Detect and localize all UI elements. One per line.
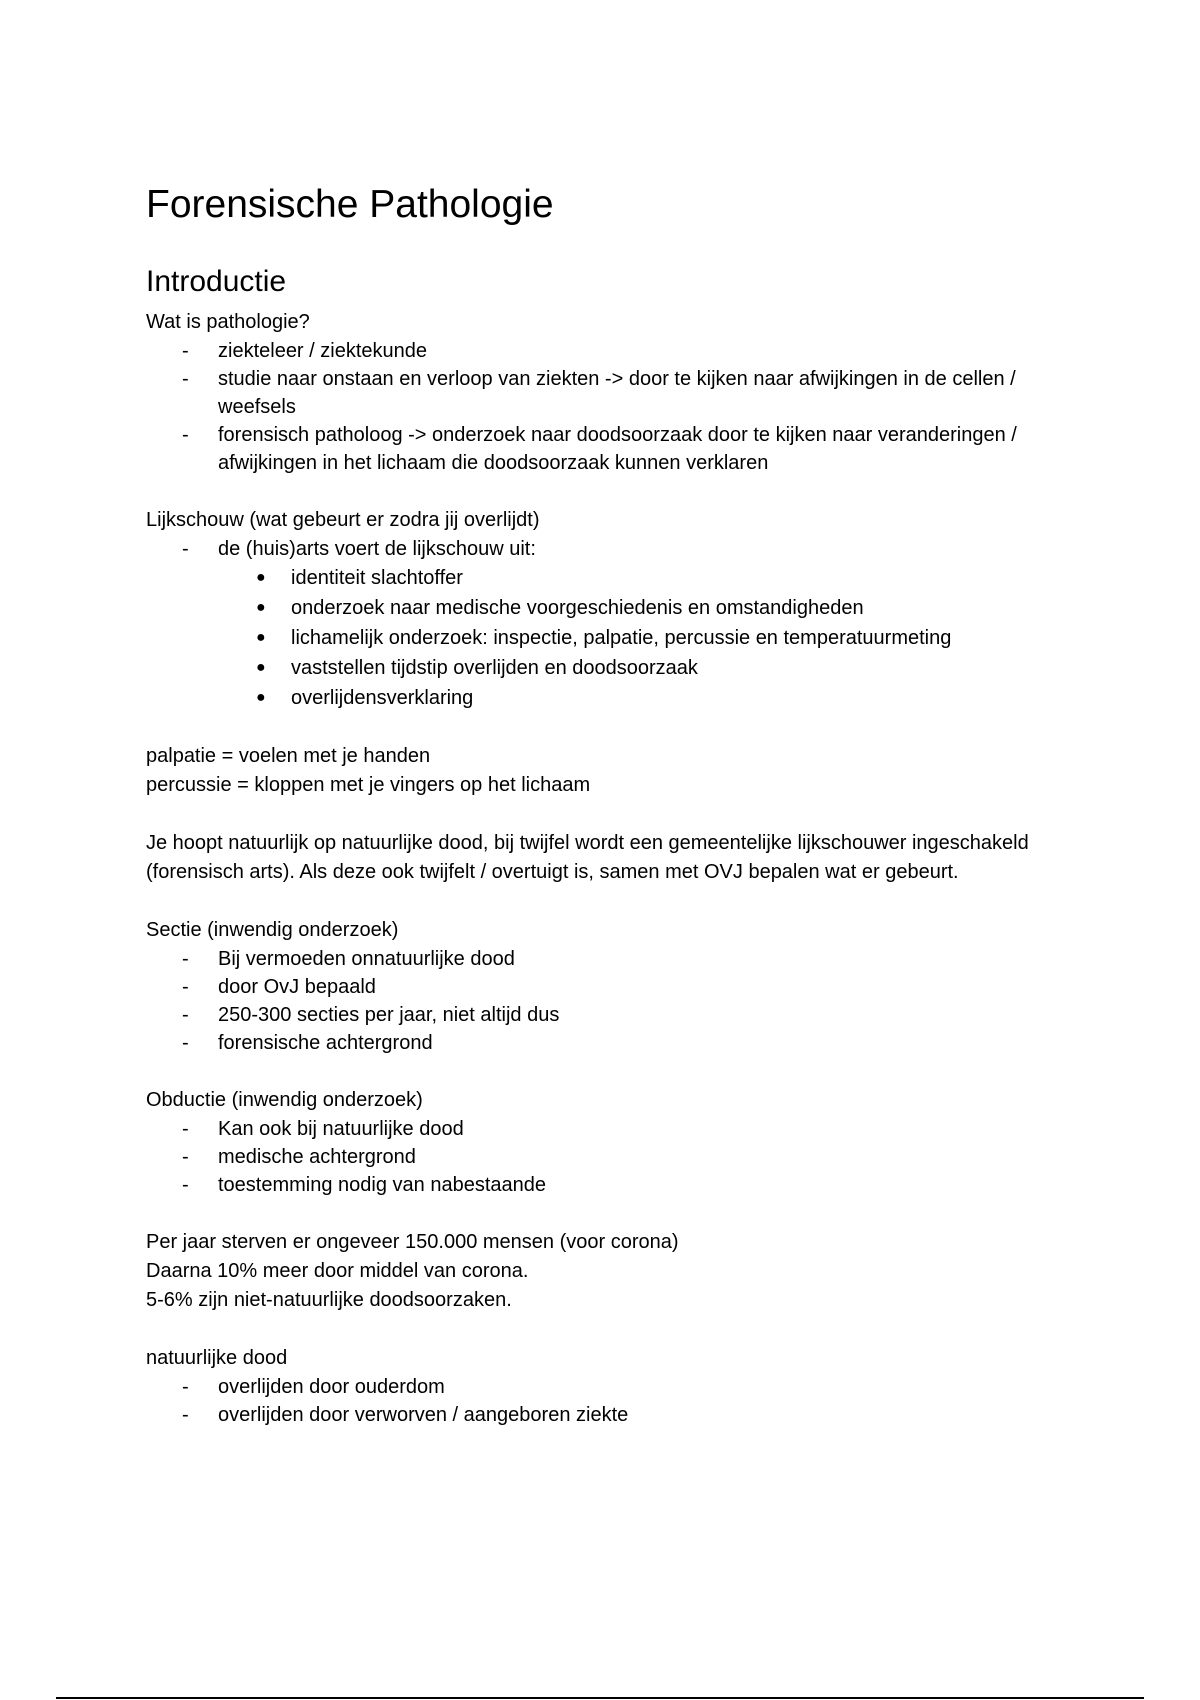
lijkschouw-sublist	[146, 563, 1046, 713]
sectie-list	[146, 945, 1046, 1057]
dash-marker: -	[182, 976, 189, 998]
list-item: - forensisch patholoog -> onderzoek naar doodsoorzaak door te kijken naar veranderingen / afwijkingen in het lichaam die doodsoorzaak kunnen verklaren	[146, 421, 1046, 477]
list-item: - forensische achtergrond	[146, 1029, 1046, 1057]
body-paragraph: Je hoopt natuurlijk op natuurlijke dood, bij twijfel wordt een gemeentelijke lijkschouwer ingeschakeld (forensisch arts). Als deze ook twijfelt / overtuigt is, samen met OVJ bepalen wat er gebeurt.	[146, 832, 1029, 883]
dash-marker: -	[182, 1004, 189, 1026]
list-item: - toestemming nodig van nabestaande	[146, 1171, 1046, 1199]
bullet-marker: ●	[256, 569, 266, 586]
list-item: - studie naar onstaan en verloop van ziekten -> door te kijken naar afwijkingen in de cellen / weefsels	[146, 365, 1046, 421]
document-page	[146, 182, 1046, 1429]
list-item: - Bij vermoeden onnatuurlijke dood	[146, 945, 1046, 973]
natuurlijk-list	[146, 1373, 1046, 1429]
dash-marker: -	[182, 368, 189, 390]
dash-marker: -	[182, 538, 189, 560]
list-item: - overlijden door ouderdom	[146, 1373, 1046, 1401]
footer-divider	[56, 1697, 1144, 1699]
obductie-list	[146, 1115, 1046, 1199]
natuurlijk-heading: natuurlijke dood	[146, 1347, 288, 1369]
pathologie-question: Wat is pathologie?	[146, 311, 310, 333]
list-item: - de (huis)arts voert de lijkschouw uit:	[146, 535, 1046, 563]
list-item: ● lichamelijk onderzoek: inspectie, palpatie, percussie en temperatuurmeting	[146, 623, 1046, 653]
dash-marker: -	[182, 1146, 189, 1168]
dash-marker: -	[182, 1404, 189, 1426]
dash-marker: -	[182, 1174, 189, 1196]
dash-marker: -	[182, 948, 189, 970]
list-item: ● identiteit slachtoffer	[146, 563, 1046, 593]
bullet-marker: ●	[256, 659, 266, 676]
bullet-marker: ●	[256, 689, 266, 706]
dash-marker: -	[182, 424, 189, 446]
list-item: ● vaststellen tijdstip overlijden en doodsoorzaak	[146, 653, 1046, 683]
stat-line: 5-6% zijn niet-natuurlijke doodsoorzaken.	[146, 1289, 512, 1311]
list-item: ● onderzoek naar medische voorgeschiedenis en omstandigheden	[146, 593, 1046, 623]
stat-line: Daarna 10% meer door middel van corona.	[146, 1260, 529, 1282]
obductie-heading: Obductie (inwendig onderzoek)	[146, 1089, 423, 1111]
dash-marker: -	[182, 340, 189, 362]
lijkschouw-heading: Lijkschouw (wat gebeurt er zodra jij overlijdt)	[146, 509, 540, 531]
document-title: Forensische Pathologie	[146, 183, 554, 226]
list-item: - overlijden door verworven / aangeboren ziekte	[146, 1401, 1046, 1429]
list-item: - ziekteleer / ziektekunde	[146, 337, 1046, 365]
list-item: - medische achtergrond	[146, 1143, 1046, 1171]
sectie-heading: Sectie (inwendig onderzoek)	[146, 919, 399, 941]
list-item: - 250-300 secties per jaar, niet altijd dus	[146, 1001, 1046, 1029]
bullet-marker: ●	[256, 599, 266, 616]
dash-marker: -	[182, 1032, 189, 1054]
bullet-marker: ●	[256, 629, 266, 646]
dash-marker: -	[182, 1118, 189, 1140]
section-heading: Introductie	[146, 265, 287, 298]
lijkschouw-list	[146, 535, 1046, 563]
list-item: - Kan ook bij natuurlijke dood	[146, 1115, 1046, 1143]
dash-marker: -	[182, 1376, 189, 1398]
list-item: ● overlijdensverklaring	[146, 683, 1046, 713]
definition-percussie: percussie = kloppen met je vingers op het lichaam	[146, 774, 591, 796]
definition-palpatie: palpatie = voelen met je handen	[146, 745, 431, 767]
pathologie-list	[146, 337, 1046, 477]
stat-line: Per jaar sterven er ongeveer 150.000 mensen (voor corona)	[146, 1231, 679, 1253]
list-item: - door OvJ bepaald	[146, 973, 1046, 1001]
